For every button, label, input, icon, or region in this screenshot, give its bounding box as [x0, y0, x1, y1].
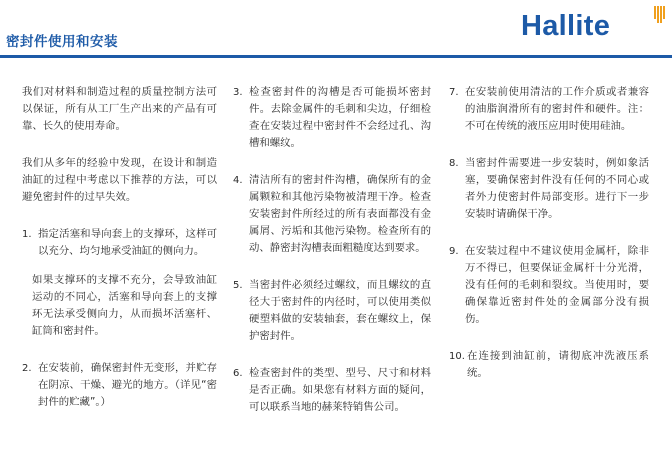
- page-title: 密封件使用和安装: [6, 34, 118, 50]
- item-number: 1.: [22, 229, 32, 240]
- list-item-4: [233, 172, 431, 257]
- item-number: 9.: [449, 246, 459, 257]
- list-item-7: [449, 84, 649, 135]
- item-text: 在安装过程中不建议使用金属杆，除非万不得已，但要保证金属杆十分光滑，没有任何的毛刺和裂纹。当使用时，要确保靠近密封件处的金属部分没有损伤。: [465, 245, 649, 325]
- list-item-1: [22, 226, 217, 260]
- list-item-10: [449, 348, 649, 382]
- item-number: 7.: [449, 87, 459, 98]
- list-item-3: [233, 84, 431, 152]
- intro-paragraph-1: 我们对材料和制造过程的质量控制方法可以保证，所有从工厂生产出来的产品有可靠、长久的使用寿命。: [22, 86, 217, 132]
- item-text: 检查密封件的沟槽是否可能损坏密封件。去除金属件的毛刺和尖边，仔细检查在安装过程中密封件不会经过孔、沟槽和螺纹。: [249, 86, 431, 149]
- item-number: 2.: [22, 363, 32, 374]
- hallite-logo: [521, 6, 667, 42]
- intro-paragraph-2: 我们从多年的经验中发现，在设计和制造油缸的过程中考虑以下推荐的方法，可以避免密封件的过早失效。: [22, 157, 217, 203]
- list-item-5: [233, 277, 431, 345]
- item-number: 8.: [449, 158, 459, 169]
- column-3: [449, 84, 649, 402]
- list-item-2: [22, 360, 217, 411]
- logo-text: Hallite: [521, 10, 611, 42]
- logo-mark-icon: [654, 6, 666, 24]
- item-text: 在连接到油缸前，请彻底冲洗液压系统。: [467, 350, 649, 379]
- item-number: 4.: [233, 175, 243, 186]
- header-divider: [0, 55, 672, 58]
- item-text: 当密封件必须经过螺纹，而且螺纹的直径大于密封件的内径时，可以使用类似硬塑料做的安装轴套，套在螺纹上，保护密封件。: [249, 279, 431, 342]
- list-item-9: [449, 243, 649, 328]
- item-text: 当密封件需要进一步安装时，例如象活塞，要确保密封件没有任何的不同心或者外力使密封件局部变形。进行下一步安装时请确保干净。: [465, 157, 649, 220]
- item-text: 清洁所有的密封件沟槽，确保所有的金属颗粒和其他污染物被清理干净。检查安装密封件所经过的所有表面都没有金属屑、污垢和其他污染物。检查所有的动、静密封沟槽表面粗糙度达到要求。: [249, 174, 431, 254]
- column-2: [233, 84, 431, 436]
- item-text: 指定活塞和导向套上的支撑环，这样可以充分、均匀地承受油缸的侧向力。: [38, 228, 217, 257]
- list-item-8: [449, 155, 649, 223]
- item-number: 3.: [233, 87, 243, 98]
- item-text: 检查密封件的类型、型号、尺寸和材料是否正确。如果您有材料方面的疑问，可以联系当地的赫莱特销售公司。: [249, 367, 431, 413]
- item-number: 6.: [233, 368, 243, 379]
- item-number: 10.: [449, 351, 465, 362]
- item-number: 5.: [233, 280, 243, 291]
- item-1-note: 如果支撑环的支撑不充分，会导致油缸运动的不同心，活塞和导向套上的支撑环无法承受侧向力，从而损坏活塞杆、缸筒和密封件。: [32, 274, 217, 337]
- column-1: [22, 84, 217, 431]
- item-text: 在安装前，确保密封件无变形，并贮存在阴凉、干燥、避光的地方。（详见“密封件的贮藏”。）: [38, 362, 217, 408]
- list-item-6: [233, 365, 431, 416]
- item-text: 在安装前使用清洁的工作介质或者兼容的油脂润滑所有的密封件和硬件。注：不可在传统的液压应用时使用硅油。: [465, 86, 649, 132]
